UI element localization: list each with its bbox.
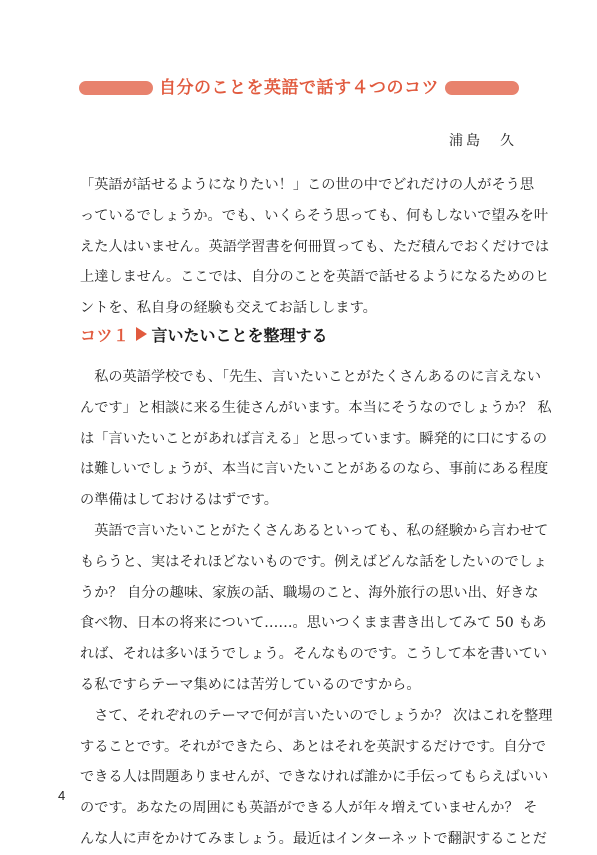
body-line: は難しいでしょうが、本当に言いたいことがあるのなら、事前にある程度: [80, 461, 549, 478]
intro-paragraph: [80, 170, 550, 324]
body-line: 英語で言いたいことがたくさんあるといっても、私の経験から言わせて: [80, 522, 549, 539]
body-line: れば、それは多いほうでしょう。そんなものです。こうして本を書いてい: [80, 646, 548, 663]
body-line: できる人は問題ありませんが、できなければ誰かに手伝ってもらえばいい: [80, 769, 549, 786]
body-line: することです。それができたら、あとはそれを英訳するだけです。自分で: [80, 738, 546, 755]
page-number: 4: [58, 788, 66, 803]
intro-line: 上達しません。ここでは、自分のことを英語で話せるようになるためのヒ: [80, 269, 550, 286]
chapter-title: 自分のことを英語で話す４つのコツ: [159, 78, 439, 98]
body-line: は「言いたいことがあれば言える」と思っています。瞬発的に口にするの: [80, 430, 548, 447]
section-number: コツ１: [80, 325, 130, 345]
right-triangle-icon: [136, 327, 147, 341]
body-line: 私の英語学校でも、「先生、言いたいことがたくさんあるのに言えない: [80, 369, 542, 385]
section-heading: [80, 321, 328, 347]
intro-line: 「英語が話せるようになりたい！」この世の中でどれだけの人がそう思: [80, 177, 535, 193]
body-line: んな人に声をかけてみましょう。最近はインターネットで翻訳することだ: [80, 830, 547, 847]
body-line: のです。あなたの周囲にも英語ができる人が年々増えていませんか？ そ: [80, 800, 538, 817]
body-line: の準備はしておけるはずです。: [80, 492, 278, 509]
title-stripe-right: [445, 81, 519, 95]
section-body: [80, 362, 553, 855]
body-line: さて、それぞれのテーマで何が言いたいのでしょうか？ 次はこれを整理: [80, 707, 553, 724]
body-line: うか？ 自分の趣味、家族の話、職場のこと、海外旅行の思い出、好きな: [80, 584, 539, 601]
intro-line: えた人はいません。英語学習書を何冊買っても、ただ積んでおくだけでは: [80, 238, 550, 255]
title-stripe-left: [79, 81, 153, 95]
body-line: もらうと、実はそれほどないものです。例えばどんな話をしたいのでしょ: [80, 553, 548, 570]
body-line: る私ですらテーマ集めには苦労しているのですから。: [80, 676, 421, 693]
intro-line: っているでしょうか。でも、いくらそう思っても、何もしないで望みを叶: [80, 207, 549, 224]
chapter-title-bar: [79, 76, 519, 100]
intro-line: ントを、私自身の経験も交えてお話しします。: [80, 300, 377, 317]
author-name: 浦島 久: [449, 133, 517, 149]
section-title: 言いたいことを整理する: [151, 325, 328, 345]
body-line: 食べ物、日本の将来について……。思いつくまま書き出してみて 50 もあ: [80, 615, 547, 632]
body-line: んです」と相談に来る生徒さんがいます。本当にそうなのでしょうか？ 私: [80, 399, 552, 416]
